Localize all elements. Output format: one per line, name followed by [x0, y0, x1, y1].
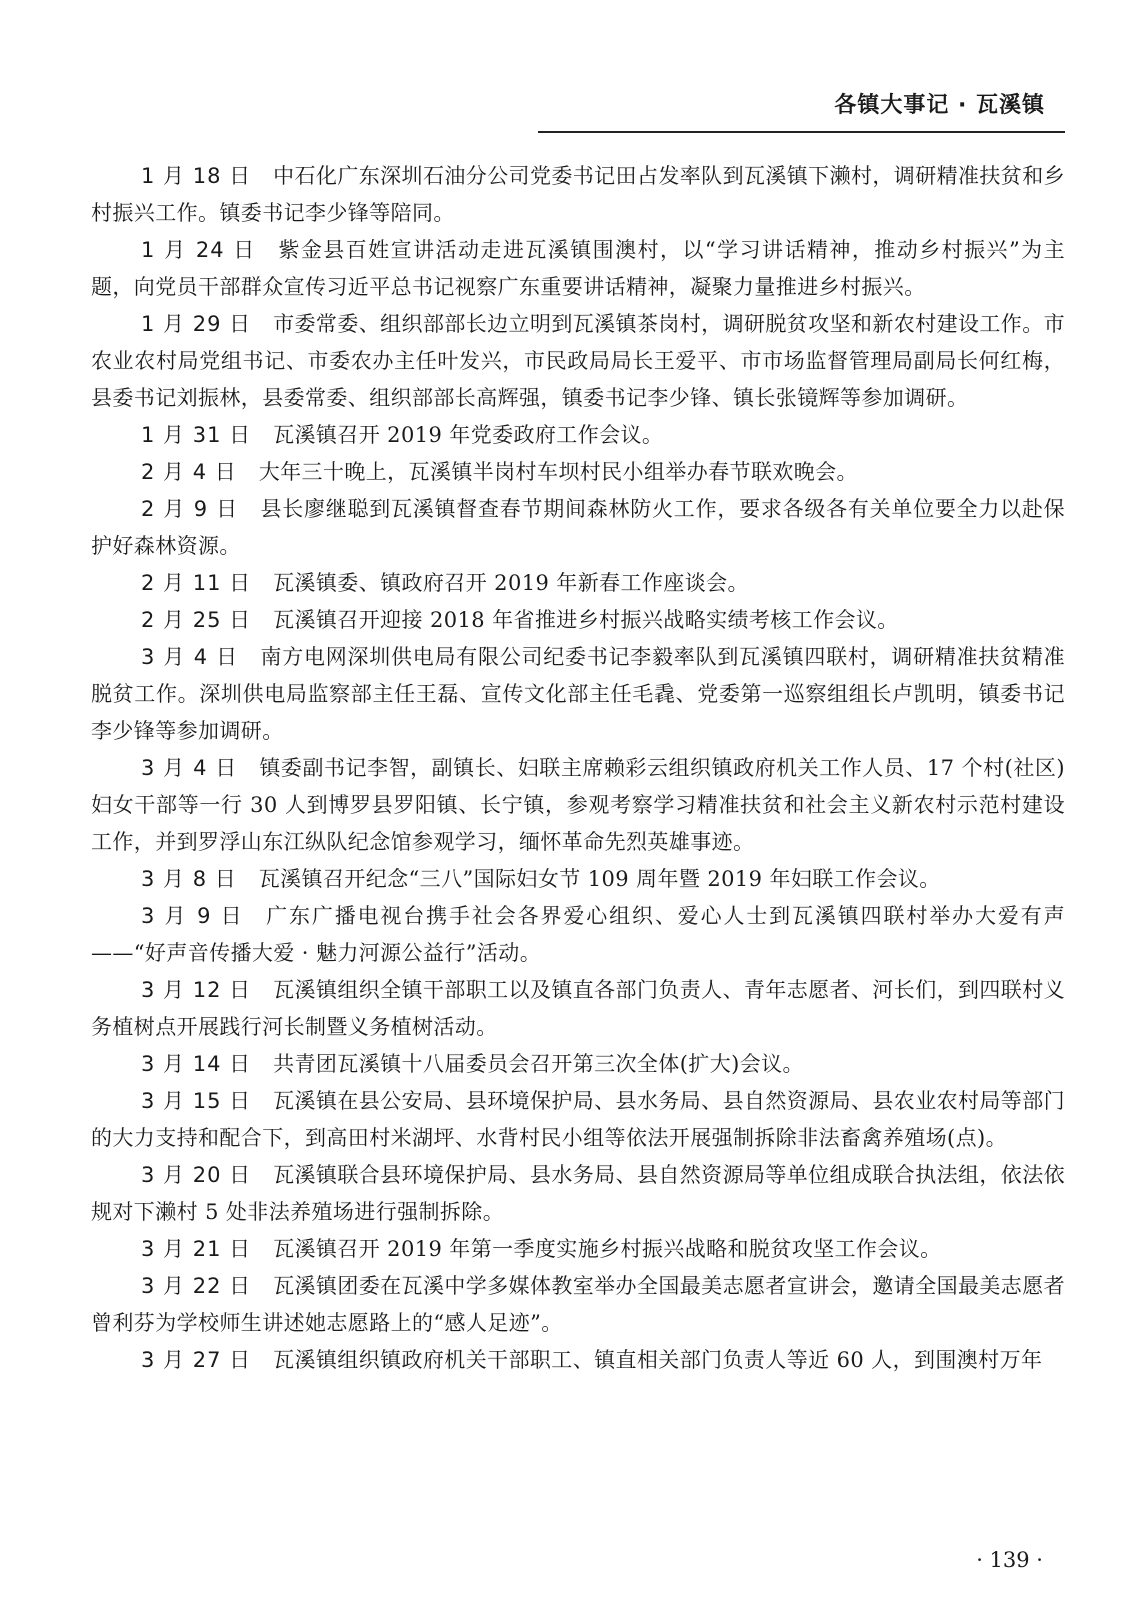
- chronicle-entry: [91, 1157, 1065, 1231]
- entry-text: 瓦溪镇召开 2019 年第一季度实施乡村振兴战略和脱贫攻坚工作会议。: [273, 1237, 942, 1261]
- chronicle-entry: [91, 417, 1065, 454]
- chronicle-entry: [91, 639, 1065, 750]
- entry-date: 1 月 31 日: [141, 423, 252, 447]
- chronicle-entry: [91, 454, 1065, 491]
- chronicle-entry: [91, 306, 1065, 417]
- entry-text: 广东广播电视台携手社会各界爱心组织、爱心人士到瓦溪镇四联村举办大爱有声——“好声音传播大爱 · 魅力河源公益行”活动。: [91, 904, 1066, 965]
- chronicle-entry: [91, 602, 1065, 639]
- entry-date: 3 月 4 日: [141, 645, 239, 669]
- entry-date: 3 月 27 日: [141, 1348, 252, 1372]
- entry-text: 瓦溪镇召开 2019 年党委政府工作会议。: [273, 423, 664, 447]
- entry-date: 3 月 9 日: [141, 904, 245, 928]
- entry-date: 3 月 8 日: [141, 867, 237, 891]
- running-header: [538, 86, 1065, 122]
- entry-date: 3 月 12 日: [141, 978, 252, 1002]
- entry-date: 2 月 11 日: [141, 571, 252, 595]
- entry-text: 南方电网深圳供电局有限公司纪委书记李毅率队到瓦溪镇四联村，调研精准扶贫精准脱贫工作。深圳供电局监察部主任王磊、宣传文化部主任毛毳、党委第一巡察组组长卢凯明，镇委书记李少锋等参加调研。: [91, 645, 1066, 743]
- entry-date: 1 月 18 日: [141, 164, 252, 188]
- entry-date: 3 月 22 日: [141, 1274, 252, 1298]
- entry-text: 大年三十晚上，瓦溪镇半岗村车坝村民小组举办春节联欢晚会。: [258, 460, 858, 484]
- entry-text: 瓦溪镇委、镇政府召开 2019 年新春工作座谈会。: [273, 571, 749, 595]
- chronicle-entry: [91, 861, 1065, 898]
- entry-text: 瓦溪镇组织全镇干部职工以及镇直各部门负责人、青年志愿者、河长们，到四联村义务植树点开展践行河长制暨义务植树活动。: [91, 978, 1066, 1039]
- chronicle-entry: [91, 1342, 1065, 1379]
- page-number: · 139 ·: [976, 1548, 1043, 1572]
- entry-date: 1 月 29 日: [141, 312, 252, 336]
- entry-text: 市委常委、组织部部长边立明到瓦溪镇茶岗村，调研脱贫攻坚和新农村建设工作。市农业农村局党组书记、市委农办主任叶发兴，市民政局局长王爱平、市市场监督管理局副局长何红梅，县委书记刘振林，县委常委、组织部部长高辉强，镇委书记李少锋、镇长张镜辉等参加调研。: [91, 312, 1066, 410]
- chronicle-entry: [91, 750, 1065, 861]
- entry-text: 县长廖继聪到瓦溪镇督查春节期间森林防火工作，要求各级各有关单位要全力以赴保护好森林资源。: [91, 497, 1066, 558]
- chronicle-body: [91, 158, 1065, 1379]
- entry-date: 3 月 4 日: [141, 756, 238, 780]
- chronicle-entry: [91, 1231, 1065, 1268]
- entry-text: 瓦溪镇联合县环境保护局、县水务局、县自然资源局等单位组成联合执法组，依法依规对下濑村 5 处非法养殖场进行强制拆除。: [91, 1163, 1066, 1224]
- entry-text: 瓦溪镇在县公安局、县环境保护局、县水务局、县自然资源局、县农业农村局等部门的大力支持和配合下，到高田村米湖坪、水背村民小组等依法开展强制拆除非法畜禽养殖场(点)。: [91, 1089, 1066, 1150]
- chronicle-entry: [91, 491, 1065, 565]
- entry-date: 2 月 4 日: [141, 460, 237, 484]
- entry-text: 镇委副书记李智，副镇长、妇联主席赖彩云组织镇政府机关工作人员、17 个村(社区)妇女干部等一行 30 人到博罗县罗阳镇、长宁镇，参观考察学习精准扶贫和社会主义新农村示范村建设工作，并到罗浮山东江纵队纪念馆参观学习，缅怀革命先烈英雄事迹。: [91, 756, 1066, 854]
- entry-date: 3 月 14 日: [141, 1052, 252, 1076]
- chronicle-entry: [91, 1083, 1065, 1157]
- chronicle-entry: [91, 1268, 1065, 1342]
- entry-text: 共青团瓦溪镇十八届委员会召开第三次全体(扩大)会议。: [273, 1052, 804, 1076]
- chronicle-entry: [91, 232, 1065, 306]
- entry-text: 瓦溪镇召开迎接 2018 年省推进乡村振兴战略实绩考核工作会议。: [273, 608, 899, 632]
- entry-text: 紫金县百姓宣讲活动走进瓦溪镇围澳村，以“学习讲话精神，推动乡村振兴”为主题，向党员干部群众宣传习近平总书记视察广东重要讲话精神，凝聚力量推进乡村振兴。: [91, 238, 1066, 299]
- chronicle-entry: [91, 158, 1065, 232]
- running-header-title: 各镇大事记 · 瓦溪镇: [834, 93, 1045, 118]
- entry-date: 2 月 9 日: [141, 497, 239, 521]
- entry-date: 3 月 21 日: [141, 1237, 252, 1261]
- chronicle-entry: [91, 1046, 1065, 1083]
- chronicle-entry: [91, 898, 1065, 972]
- entry-text: 瓦溪镇团委在瓦溪中学多媒体教室举办全国最美志愿者宣讲会，邀请全国最美志愿者曾利芬为学校师生讲述她志愿路上的“感人足迹”。: [91, 1274, 1066, 1335]
- chronicle-entry: [91, 972, 1065, 1046]
- entry-date: 3 月 15 日: [141, 1089, 252, 1113]
- entry-text: 中石化广东深圳石油分公司党委书记田占发率队到瓦溪镇下濑村，调研精准扶贫和乡村振兴工作。镇委书记李少锋等陪同。: [91, 164, 1066, 225]
- entry-text: 瓦溪镇组织镇政府机关干部职工、镇直相关部门负责人等近 60 人，到围澳村万年: [273, 1348, 1043, 1372]
- entry-date: 1 月 24 日: [141, 238, 257, 262]
- entry-date: 3 月 20 日: [141, 1163, 252, 1187]
- header-rule: [538, 131, 1065, 133]
- chronicle-entry: [91, 565, 1065, 602]
- entry-text: 瓦溪镇召开纪念“三八”国际妇女节 109 周年暨 2019 年妇联工作会议。: [258, 867, 941, 891]
- entry-date: 2 月 25 日: [141, 608, 252, 632]
